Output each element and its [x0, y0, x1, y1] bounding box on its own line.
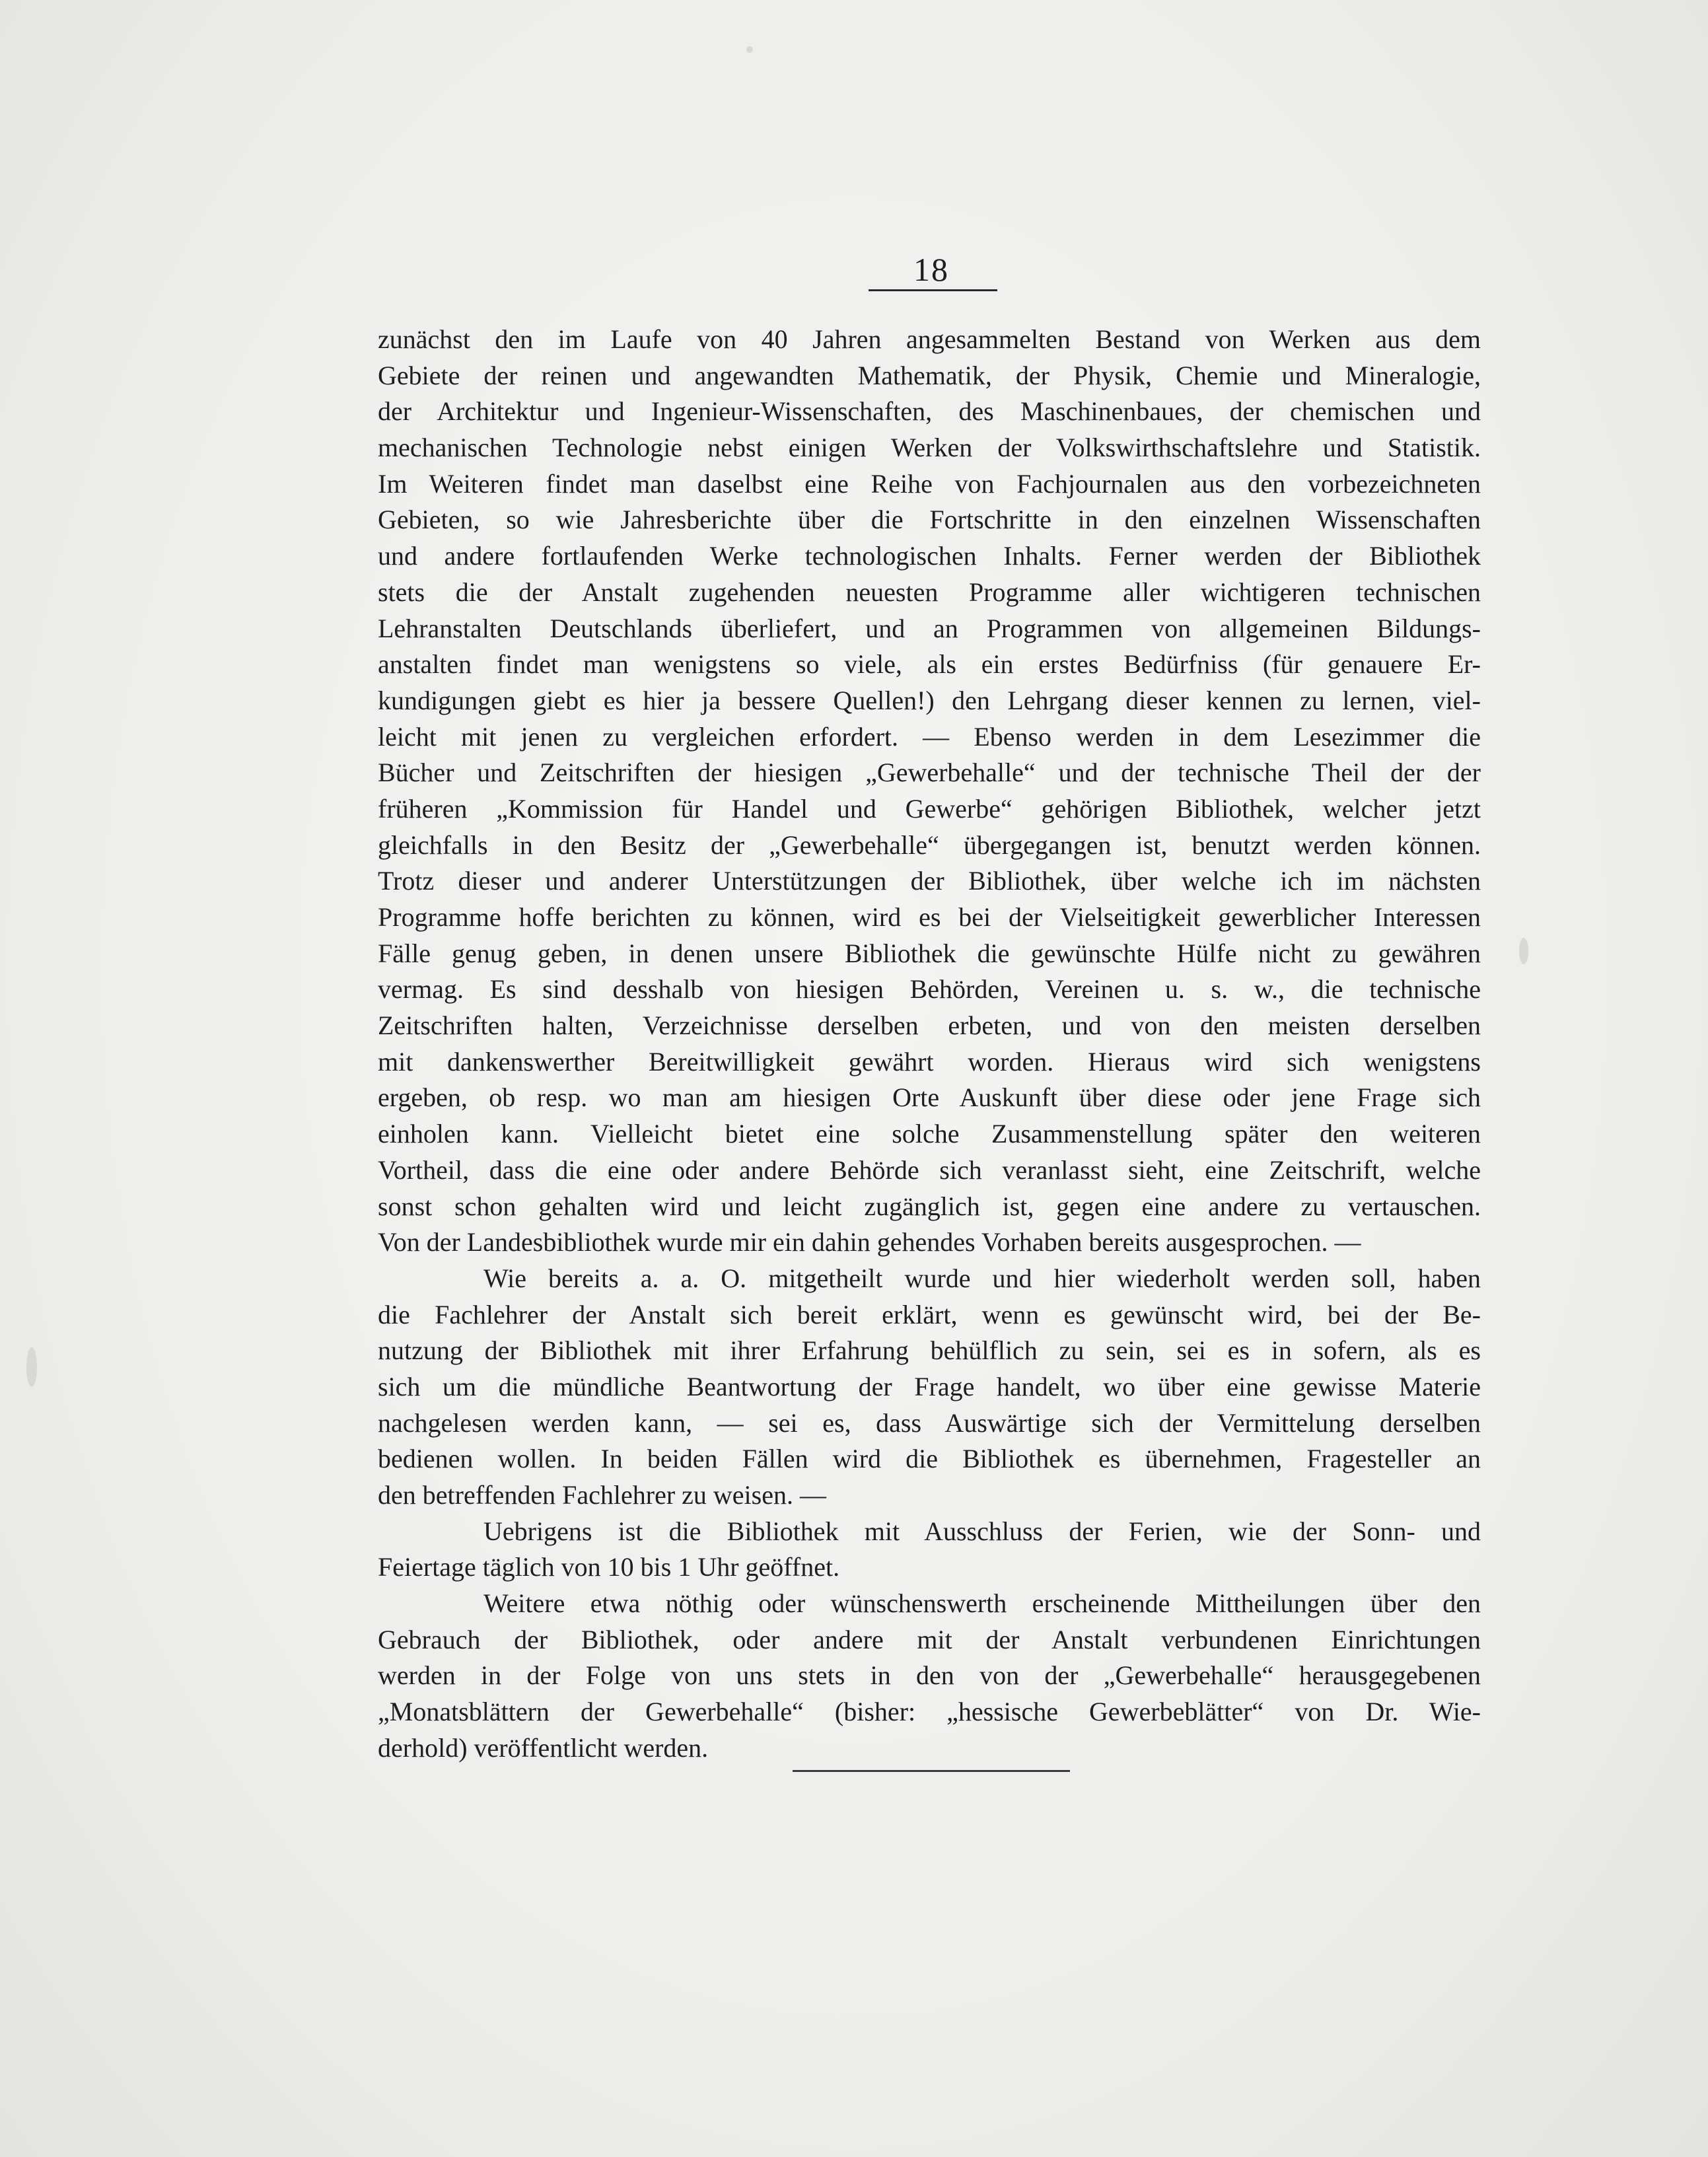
closing-rule: [793, 1770, 1070, 1772]
paper-speck: [1519, 938, 1528, 964]
page-number: 18: [913, 251, 949, 288]
text-line: Gebrauch der Bibliothek, oder andere mit der Anstalt verbundenen Einrichtungen: [378, 1624, 1481, 1654]
text-line: Lehranstalten Deutschlands überliefert, und an Programmen von allgemeinen Bildungs-: [378, 613, 1481, 643]
text-line: und andere fortlaufenden Werke technologischen Inhalts. Ferner werden der Bibliothek: [378, 541, 1481, 571]
text-line: bedienen wollen. In beiden Fällen wird die Bibliothek es übernehmen, Fragesteller an: [378, 1444, 1481, 1474]
text-line: ergeben, ob resp. wo man am hiesigen Orte Auskunft über diese oder jene Frage sich: [378, 1082, 1481, 1113]
text-line: gleichfalls in den Besitz der „Gewerbehalle“ übergegangen ist, benutzt werden können.: [378, 830, 1481, 860]
text-line: Fälle genug geben, in denen unsere Bibliothek die gewünschte Hülfe nicht zu gewähren: [378, 938, 1481, 968]
text-line: die Fachlehrer der Anstalt sich bereit erklärt, wenn es gewünscht wird, bei der Be-: [378, 1299, 1481, 1329]
text-line: Feiertage täglich von 10 bis 1 Uhr geöffnet.: [378, 1552, 840, 1582]
text-line: den betreffenden Fachlehrer zu weisen. —: [378, 1480, 826, 1510]
text-line: derhold) veröffentlicht werden.: [378, 1732, 709, 1763]
text-line: einholen kann. Vielleicht bietet eine solche Zusammenstellung später den weiteren: [378, 1119, 1481, 1149]
text-line: Wie bereits a. a. O. mitgetheilt wurde und hier wiederholt werden soll, haben: [483, 1263, 1481, 1293]
text-line: werden in der Folge von uns stets in den von der „Gewerbehalle“ herausgegebenen: [378, 1660, 1481, 1691]
text-line: vermag. Es sind desshalb von hiesigen Behörden, Vereinen u. s. w., die technische: [378, 974, 1481, 1005]
text-line: sich um die mündliche Beantwortung der Frage handelt, wo über eine gewisse Materie: [378, 1371, 1481, 1401]
text-line: Vortheil, dass die eine oder andere Behörde sich veranlasst sieht, eine Zeitschrift, welche: [378, 1154, 1481, 1185]
text-line: Uebrigens ist die Bibliothek mit Ausschluss der Ferien, wie der Sonn- und: [483, 1516, 1481, 1546]
body-text: [378, 322, 1481, 1767]
text-line: Trotz dieser und anderer Unterstützungen der Bibliothek, über welche ich im nächsten: [378, 866, 1481, 896]
text-line: Im Weiteren findet man daselbst eine Reihe von Fachjournalen aus den vorbezeichneten: [378, 468, 1481, 499]
text-line: mechanischen Technologie nebst einigen Werken der Volkswirthschaftslehre und Statistik.: [378, 433, 1481, 463]
text-line: anstalten findet man wenigstens so viele, als ein erstes Bedürfniss (für genauere Er-: [378, 649, 1481, 680]
text-line: Zeitschriften halten, Verzeichnisse derselben erbeten, und von den meisten derselben: [378, 1010, 1481, 1041]
paper-speck: [26, 1347, 37, 1387]
text-line: mit dankenswerther Bereitwilligkeit gewährt worden. Hieraus wird sich wenigstens: [378, 1046, 1481, 1077]
text-line: leicht mit jenen zu vergleichen erfordert. — Ebenso werden in dem Lesezimmer die: [378, 721, 1481, 752]
text-line: Gebiete der reinen und angewandten Mathematik, der Physik, Chemie und Mineralogie,: [378, 360, 1481, 390]
text-line: nachgelesen werden kann, — sei es, dass Auswärtige sich der Vermittelung derselben: [378, 1407, 1481, 1438]
text-line: Von der Landesbibliothek wurde mir ein dahin gehendes Vorhaben bereits ausgesprochen. —: [378, 1227, 1361, 1257]
text-line: Programme hoffe berichten zu können, wird es bei der Vielseitigkeit gewerblicher Interessen: [378, 902, 1481, 932]
text-line: „Monatsblättern der Gewerbehalle“ (bisher: „hessische Gewerbeblätter“ von Dr. Wie-: [378, 1697, 1481, 1727]
text-line: kundigungen giebt es hier ja bessere Quellen!) den Lehrgang dieser kennen zu lernen, viel-: [378, 685, 1481, 715]
page-number-rule: [869, 289, 997, 291]
text-line: zunächst den im Laufe von 40 Jahren angesammelten Bestand von Werken aus dem: [378, 324, 1481, 354]
text-line: Weitere etwa nöthig oder wünschenswerth erscheinende Mittheilungen über den: [483, 1588, 1481, 1619]
text-line: Bücher und Zeitschriften der hiesigen „Gewerbehalle“ und der technische Theil der der: [378, 758, 1481, 788]
text-line: sonst schon gehalten wird und leicht zugänglich ist, gegen eine andere zu vertauschen.: [378, 1191, 1481, 1221]
text-line: stets die der Anstalt zugehenden neuesten Programme aller wichtigeren technischen: [378, 577, 1481, 607]
text-line: Gebieten, so wie Jahresberichte über die Fortschritte in den einzelnen Wissenschaften: [378, 505, 1481, 535]
paper-speck: [746, 46, 753, 53]
text-line: früheren „Kommission für Handel und Gewerbe“ gehörigen Bibliothek, welcher jetzt: [378, 793, 1481, 824]
text-line: nutzung der Bibliothek mit ihrer Erfahrung behülflich zu sein, sei es in sofern, als es: [378, 1335, 1481, 1366]
text-line: der Architektur und Ingenieur-Wissenschaften, des Maschinenbaues, der chemischen und: [378, 396, 1481, 427]
